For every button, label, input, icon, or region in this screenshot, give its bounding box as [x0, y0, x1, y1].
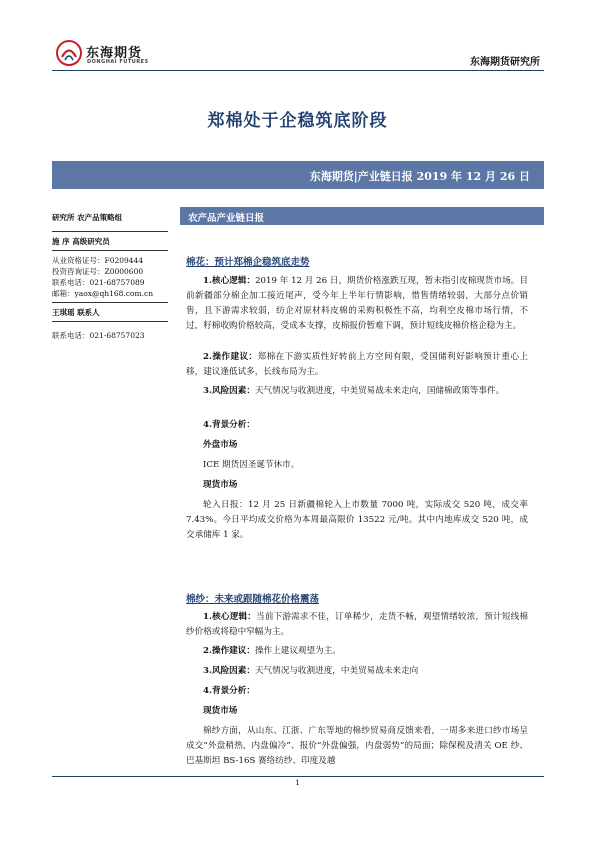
- cotton-advice: [186, 350, 528, 380]
- spot-market-text: 轮入日报：12 月 25 日新疆棉轮入上市数量 7000 吨，实际成交 520 吨，成交率 7.43%。今日平均成交价格为本周最高限价 13522 元/吨。其中内地库成交 520 吨，成交承储库 1 家。: [186, 500, 528, 540]
- header-divider: [52, 70, 544, 71]
- author-sidebar: [52, 212, 172, 341]
- cotton-risk-label: 3.风险因素：: [203, 386, 255, 396]
- cotton-core-logic-text: 2019 年 12 月 26 日，期货价格涨跌互现，暂未指引皮棉现货市场。目前新疆部分棉企加工接近尾声，受今年上半年行情影响，惜售情绪较弱，大部分点价销售，且下游需求较弱，纺企对原材料皮棉的采购积极性不高，均利空皮棉市场行情，不过，籽棉收购价格较高，受成本支撑，皮棉报价暂难下调，预计短线皮棉价格企稳为主。: [186, 276, 528, 331]
- report-title: 郑棉处于企稳筑底阶段: [207, 111, 388, 131]
- contact-phone: 联系电话：021-68757023: [52, 331, 145, 340]
- donghai-logo-icon: [56, 40, 82, 66]
- yarn-advice: [186, 644, 528, 659]
- yarn-risk-label: 3.风险因素：: [203, 666, 255, 676]
- foreign-market-text: ICE 期货因圣诞节休市。: [203, 460, 300, 470]
- consult-number: 投资咨询证号：Z0000600: [52, 267, 144, 276]
- cotton-risk: [186, 384, 528, 399]
- yarn-heading: 棉纱：未来或跟随棉花价格震荡: [186, 594, 320, 605]
- sidebar-divider: [52, 231, 168, 232]
- cotton-core-logic-label: 1.核心逻辑：: [203, 276, 256, 286]
- sidebar-divider: [52, 321, 168, 322]
- banner-text: 东海期货|产业链日报 2019 年 12 月 26 日: [309, 170, 530, 183]
- logo-text-cn: 东海期货: [86, 46, 143, 61]
- footer-divider: [52, 776, 544, 777]
- yarn-background-label: 4.背景分析：: [203, 686, 255, 696]
- cotton-advice-text: 郑棉在下游实质性好转前上方空间有限，受国储利好影响预计重心上移，建议逢低试多，长线布局为主。: [186, 352, 528, 377]
- yarn-risk-text: 天气情况与收割进度，中美贸易战未来走向: [254, 666, 419, 676]
- cotton-background-label: 4.背景分析：: [203, 420, 255, 430]
- report-banner: [52, 161, 544, 189]
- sidebar-divider: [52, 250, 168, 251]
- institute-line: 研究所 农产品策略组: [52, 213, 123, 222]
- spot-market-title: 现货市场: [203, 480, 238, 490]
- analyst-email[interactable]: 邮箱：yaox@qh168.com.cn: [52, 289, 154, 298]
- logo-text-en: DONGHAI FUTURES: [87, 59, 149, 65]
- analyst-phone: 联系电话：021-68757089: [52, 278, 145, 287]
- cotton-advice-label: 2.操作建议：: [203, 352, 258, 362]
- section-bar: [180, 207, 544, 225]
- yarn-risk: [186, 664, 528, 679]
- license-number: 从业资格证号：F0209444: [52, 256, 144, 265]
- yarn-spot-text: 棉纱方面，从山东、江浙、广东等地的棉纱贸易商反馈来看，一周多来进口纱市场呈成交“外盘稍热，内盘偏冷”、报价“外盘偏强，内盘弱势”的局面；除保税及清关 OE 纱、巴基斯坦 BS-16S 赛络纺纱、印度及越: [186, 726, 528, 766]
- cotton-risk-text: 天气情况与收割进度，中美贸易战未来走向，国储棉政策等事件。: [254, 386, 505, 396]
- yarn-advice-text: 操作上建议观望为主。: [254, 646, 341, 656]
- page-number: 1: [295, 778, 300, 787]
- contact-line: 王琪瑶 联系人: [52, 308, 100, 317]
- company-logo: [52, 38, 152, 74]
- section-bar-title: 农产品产业链日报: [188, 213, 265, 224]
- yarn-core-logic-label: 1.核心逻辑：: [203, 612, 257, 622]
- cotton-heading: 棉花：预计郑棉企稳筑底走势: [186, 257, 310, 268]
- yarn-core-logic: [186, 610, 528, 640]
- foreign-market-title: 外盘市场: [203, 440, 238, 450]
- header-institute: 东海期货研究所: [470, 57, 540, 68]
- analyst-line: 施 序 高级研究员: [52, 237, 110, 246]
- yarn-advice-label: 2.操作建议：: [203, 646, 255, 656]
- cotton-core-logic: [186, 274, 528, 334]
- sidebar-divider: [52, 302, 168, 303]
- yarn-spot-title: 现货市场: [203, 706, 238, 716]
- yarn-core-logic-text: 当前下游需求不佳，订单稀少，走货不畅，观望情绪较浓，预计短线棉纱价格或将稳中窄幅为主。: [186, 612, 528, 637]
